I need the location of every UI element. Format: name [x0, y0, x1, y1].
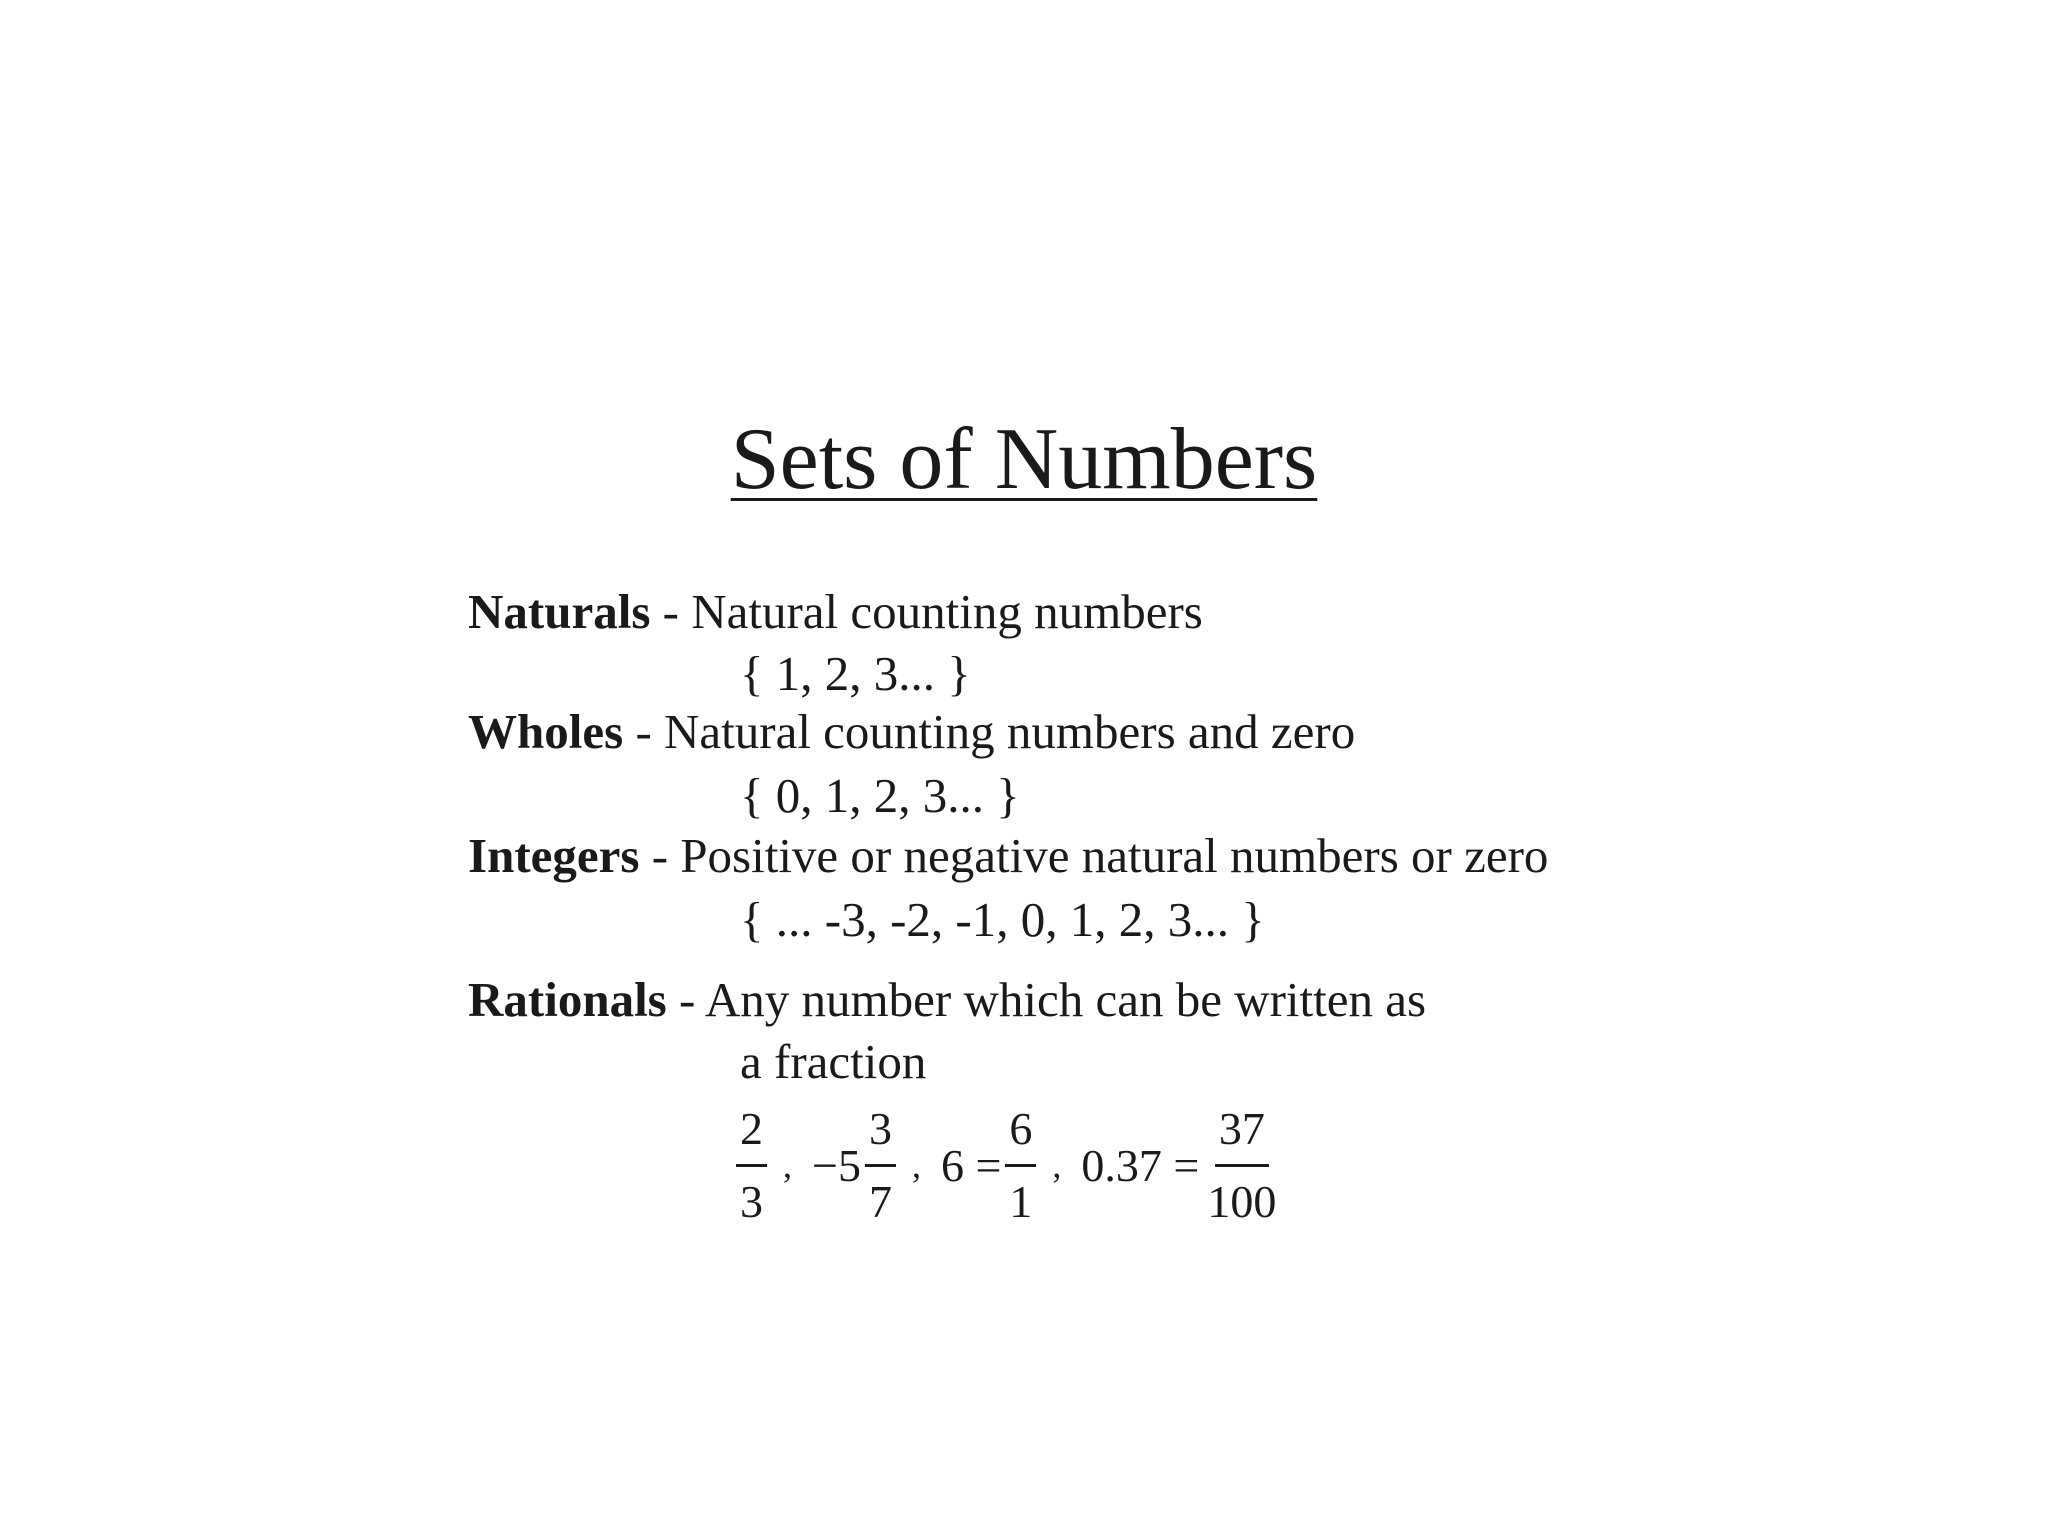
rationals-definition-line — [468, 970, 1426, 1030]
fraction-denominator: 3 — [740, 1175, 763, 1227]
comma-separator: , — [1052, 1145, 1062, 1185]
fraction-numerator: 2 — [736, 1098, 767, 1167]
integers-term: Integers — [468, 828, 640, 883]
integer-equation-lhs: 6 = — [940, 1139, 1002, 1191]
fraction-denominator: 1 — [1009, 1175, 1033, 1227]
fraction-thirty-seven-hundredths — [1203, 1098, 1280, 1233]
naturals-definition-line — [468, 582, 1203, 642]
fraction-six-over-one — [1005, 1098, 1036, 1233]
wholes-definition: - Natural counting numbers and zero — [623, 704, 1356, 759]
fraction-three-sevenths — [865, 1098, 896, 1233]
rationals-examples — [736, 1095, 1280, 1235]
rationals-definition-continued: a fraction — [740, 1034, 927, 1089]
wholes-term: Wholes — [468, 704, 624, 759]
fraction-numerator: 3 — [865, 1098, 896, 1167]
integers-example: { ... -3, -2, -1, 0, 1, 2, 3... } — [740, 892, 1265, 947]
wholes-example: { 0, 1, 2, 3... } — [740, 768, 1020, 823]
fraction-numerator: 37 — [1215, 1098, 1269, 1167]
naturals-term: Naturals — [468, 584, 651, 639]
rationals-definition: - Any number which can be written as — [666, 972, 1427, 1027]
naturals-definition: - Natural counting numbers — [650, 584, 1203, 639]
comma-separator: , — [911, 1145, 921, 1185]
wholes-definition-line — [468, 702, 1355, 762]
rationals-term: Rationals — [468, 972, 667, 1027]
fraction-two-thirds — [736, 1098, 767, 1233]
slide-title: Sets of Numbers — [730, 411, 1318, 508]
fraction-denominator: 7 — [868, 1175, 892, 1227]
decimal-equation-lhs: 0.37 = — [1081, 1139, 1200, 1191]
fraction-numerator: 6 — [1005, 1098, 1036, 1167]
integers-definition-line — [468, 826, 1548, 886]
mixed-number-whole: −5 — [812, 1139, 861, 1191]
integers-definition: - Positive or negative natural numbers or zero — [639, 828, 1549, 883]
comma-separator: , — [783, 1145, 792, 1185]
fraction-denominator: 100 — [1207, 1175, 1277, 1227]
naturals-example: { 1, 2, 3... } — [740, 646, 971, 701]
